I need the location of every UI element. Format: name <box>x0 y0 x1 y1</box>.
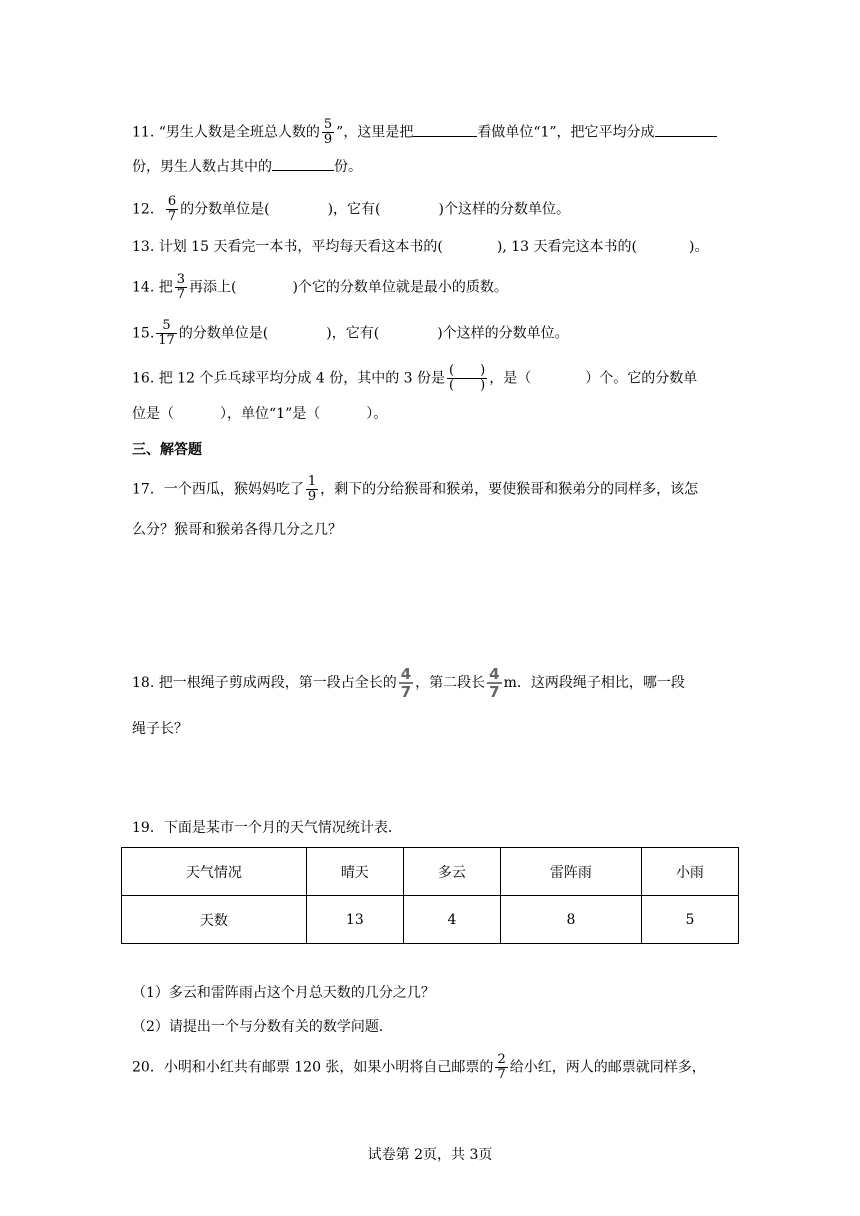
q18-text-line2: 绳子长？ <box>132 721 188 737</box>
question-19 <box>132 818 402 838</box>
table-cell: 天数 <box>122 896 307 944</box>
q11-text-line2b: 份。 <box>334 159 362 175</box>
q14-text-c: )个它的分数单位就是最小的质数。 <box>292 279 508 296</box>
q16-text-line2c: ）。 <box>366 406 388 422</box>
q14-text-a: 14. 把 <box>132 279 173 296</box>
q19-text: 19．下面是某市一个月的天气情况统计表． <box>132 820 402 836</box>
q20-text-a: 20．小明和小红共有邮票 120 张，如果小明将自己邮票的 <box>132 1059 494 1076</box>
q15-text-d: )个这样的分数单位。 <box>437 325 569 342</box>
answer-blank[interactable] <box>272 156 334 171</box>
fraction-3-7 <box>175 273 187 302</box>
table-cell: 雷阵雨 <box>500 848 641 896</box>
fraction-blank-numerator: ( ) <box>449 363 486 378</box>
weather-table <box>121 847 739 944</box>
q12-text-c: )，它有( <box>327 201 381 218</box>
question-11 <box>132 118 717 147</box>
section-heading: 三、解答题 <box>132 442 202 458</box>
question-19-sub2: （2）请提出一个与分数有关的数学问题． <box>132 1019 393 1035</box>
fraction-numerator: 3 <box>176 272 185 287</box>
fraction-numerator: 1 <box>307 474 317 489</box>
fraction-blank-denominator: ( ) <box>449 378 486 393</box>
page-footer: 试卷第 2页，共 3页 <box>367 1147 493 1163</box>
fraction-denominator: 7 <box>176 287 185 302</box>
q15-text-b: 的分数单位是( <box>178 325 269 342</box>
q13-text-b: ), 13 天看完这本书的( <box>496 239 637 255</box>
q11-text-b: ”，这里是把 <box>336 124 414 141</box>
q16-text-a: 16. 把 12 个乒乓球平均分成 4 份，其中的 3 份是 <box>132 370 446 387</box>
q13-text-c: )。 <box>688 239 709 255</box>
question-15 <box>132 319 569 348</box>
fraction-denominator: 9 <box>323 132 333 147</box>
q16-text-b: ，是（ <box>489 370 532 387</box>
question-13 <box>132 237 708 257</box>
fraction-denominator: 7 <box>489 683 500 701</box>
q12-text-d: )个这样的分数单位。 <box>438 201 570 218</box>
question-12 <box>132 195 570 224</box>
q18-text-a: 18. 把一根绳子剪成两段，第一段占全长的 <box>132 675 397 691</box>
question-17 <box>132 475 698 504</box>
q12-text-b: 的分数单位是( <box>180 201 270 218</box>
table-header-row <box>122 848 739 896</box>
fraction-denominator: 7 <box>497 1067 506 1082</box>
fraction-4-7 <box>487 666 501 700</box>
q12-text-a: 12． <box>132 201 164 218</box>
question-18 <box>132 666 685 700</box>
q16-text-line2a: 位是（ <box>132 406 174 422</box>
q14-text-b: 再添上( <box>189 279 237 296</box>
answer-blank[interactable] <box>655 122 717 137</box>
fraction-blank[interactable] <box>447 364 487 393</box>
fraction-5-9 <box>322 118 334 147</box>
question-18-line2 <box>132 719 188 739</box>
fraction-5-17 <box>156 319 177 348</box>
question-19-sub1: （1）多云和雷阵雨占这个月总天数的几分之几？ <box>132 985 435 1001</box>
table-cell: 多云 <box>403 848 500 896</box>
table-cell: 5 <box>641 896 738 944</box>
q17-text-b: ，剩下的分给猴哥和猴弟，要使猴哥和猴弟分的同样多，该怎 <box>320 481 699 498</box>
fraction-6-7 <box>166 195 178 224</box>
question-17-line2 <box>132 520 342 540</box>
q13-text-a: 13. 计划 15 天看完一本书，平均每天看这本书的( <box>132 239 443 255</box>
fraction-numerator: 2 <box>497 1052 506 1067</box>
question-11-line2 <box>132 156 362 177</box>
fraction-numerator: 5 <box>323 117 333 132</box>
fraction-4-7 <box>399 666 413 700</box>
q20-text-b: 给小红，两人的邮票就同样多， <box>509 1059 706 1076</box>
q17-text-a: 17．一个西瓜，猴妈妈吃了 <box>132 481 304 498</box>
q16-text-c: ）个。它的分数单 <box>585 370 698 387</box>
fraction-denominator: 17 <box>158 333 175 348</box>
table-cell: 小雨 <box>641 848 738 896</box>
q11-text-c: 看做单位“1”，把它平均分成 <box>477 124 655 141</box>
q17-text-line2: 么分？猴哥和猴弟各得几分之几？ <box>132 522 342 538</box>
q18-text-b: ，第二段长 <box>415 675 486 691</box>
question-14 <box>132 273 508 302</box>
q15-text-a: 15. <box>132 325 155 342</box>
q11-text-line2a: 份，男生人数占其中的 <box>132 159 272 175</box>
q16-text-line2b: ），单位“1”是（ <box>220 406 321 422</box>
fraction-numerator: 4 <box>400 665 412 683</box>
fraction-denominator: 7 <box>400 683 412 701</box>
fraction-numerator: 5 <box>156 319 177 334</box>
table-cell: 4 <box>403 896 500 944</box>
fraction-denominator: 7 <box>167 209 177 224</box>
q15-text-c: )，它有( <box>326 325 380 342</box>
fraction-numerator: 4 <box>489 665 500 683</box>
fraction-2-7 <box>495 1053 507 1082</box>
table-cell: 13 <box>306 896 403 944</box>
answer-blank[interactable] <box>413 122 477 137</box>
fraction-numerator: 6 <box>167 194 177 209</box>
fraction-1-9 <box>306 475 318 504</box>
question-16-line2 <box>132 404 387 424</box>
q11-text-a: 11. “男生人数是全班总人数的 <box>132 124 320 141</box>
q18-text-c: m．这两段绳子相比，哪一段 <box>503 675 685 691</box>
table-cell: 晴天 <box>306 848 403 896</box>
table-cell: 8 <box>500 896 641 944</box>
fraction-denominator: 9 <box>307 489 317 504</box>
question-20 <box>132 1053 706 1082</box>
question-16 <box>132 364 697 393</box>
table-cell: 天气情况 <box>122 848 307 896</box>
table-row <box>122 896 739 944</box>
